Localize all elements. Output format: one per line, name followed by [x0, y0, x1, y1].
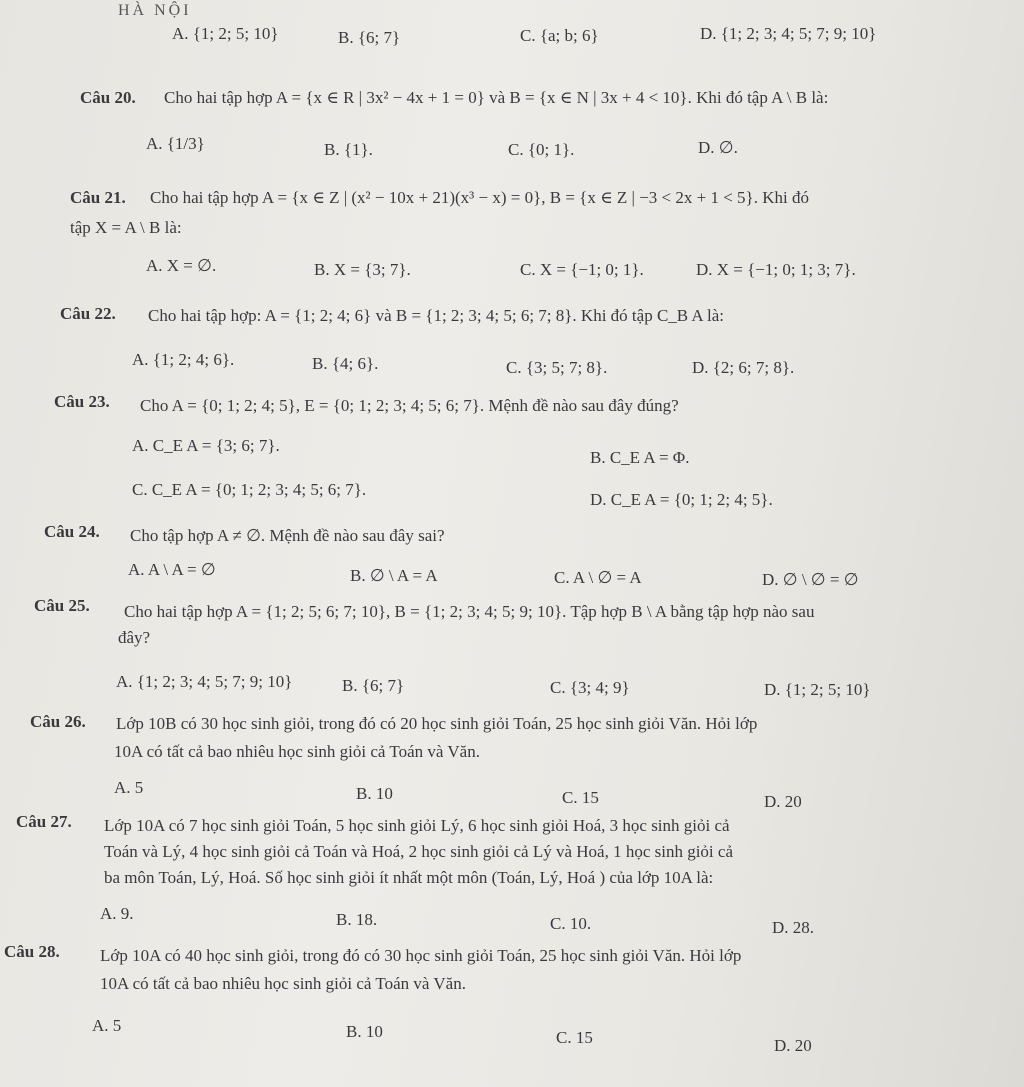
q24-option-c: C. A \ ∅ = A — [554, 568, 642, 587]
q22-text: Cho hai tập hợp: A = {1; 2; 4; 6} và B = {1; 2; 3; 4; 5; 6; 7; 8}. Khi đó tập C_B A là: — [148, 306, 725, 325]
q27-label: Câu 27. — [16, 812, 72, 831]
q23-option-c: C. C_E A = {0; 1; 2; 3; 4; 5; 6; 7}. — [132, 480, 367, 499]
q23-text: Cho A = {0; 1; 2; 4; 5}, E = {0; 1; 2; 3; 4; 5; 6; 7}. Mệnh đề nào sau đây đúng? — [140, 396, 679, 415]
q27-option-b: B. 18. — [336, 910, 378, 929]
q21-label: Câu 21. — [70, 188, 126, 207]
q27-text-cont2: ba môn Toán, Lý, Hoá. Số học sinh giỏi ít nhất một môn (Toán, Lý, Hoá ) của lớp 10A là: — [104, 868, 714, 887]
q19-option-a: A. {1; 2; 5; 10} — [172, 24, 279, 43]
q28-option-b: B. 10 — [346, 1022, 383, 1041]
q26-text: Lớp 10B có 30 học sinh giỏi, trong đó có 20 học sinh giỏi Toán, 25 học sinh giỏi Văn. Hỏi lớp — [116, 714, 758, 733]
q28-option-c: C. 15 — [556, 1028, 593, 1047]
q23-option-b: B. C_E A = Φ. — [590, 448, 690, 467]
q20-option-a: A. {1/3} — [146, 134, 205, 153]
q21-option-c: C. X = {−1; 0; 1}. — [520, 260, 644, 279]
q25-option-a: A. {1; 2; 3; 4; 5; 7; 9; 10} — [116, 672, 293, 691]
q25-label: Câu 25. — [34, 596, 90, 615]
q26-option-b: B. 10 — [356, 784, 393, 803]
q21-option-a: A. X = ∅. — [146, 256, 217, 275]
q22-label: Câu 22. — [60, 304, 116, 323]
q21-text-cont: tập X = A \ B là: — [70, 218, 182, 237]
q28-label: Câu 28. — [4, 942, 60, 961]
q20-option-c: C. {0; 1}. — [508, 140, 575, 159]
q25-option-d: D. {1; 2; 5; 10} — [764, 680, 871, 699]
q26-option-a: A. 5 — [114, 778, 144, 797]
q20-label: Câu 20. — [80, 88, 136, 107]
q19-option-d: D. {1; 2; 3; 4; 5; 7; 9; 10} — [700, 24, 877, 43]
q26-text-cont: 10A có tất cả bao nhiêu học sinh giỏi cả Toán và Văn. — [114, 742, 480, 761]
q22-option-c: C. {3; 5; 7; 8}. — [506, 358, 608, 377]
q27-option-a: A. 9. — [100, 904, 134, 923]
q21-option-b: B. X = {3; 7}. — [314, 260, 411, 279]
q28-text: Lớp 10A có 40 học sinh giỏi, trong đó có 30 học sinh giỏi Toán, 25 học sinh giỏi Văn. Hỏi lớp — [100, 946, 742, 965]
q26-option-d: D. 20 — [764, 792, 802, 811]
q25-text: Cho hai tập hợp A = {1; 2; 5; 6; 7; 10}, B = {1; 2; 3; 4; 5; 9; 10}. Tập hợp B \ A bằng tập hợp nào sau — [124, 602, 815, 621]
q22-option-d: D. {2; 6; 7; 8}. — [692, 358, 795, 377]
q24-label: Câu 24. — [44, 522, 100, 541]
q21-text: Cho hai tập hợp A = {x ∈ Z | (x² − 10x + 21)(x³ − x) = 0}, B = {x ∈ Z | −3 < 2x + 1 < 5}. Khi đó — [150, 188, 809, 207]
q26-label: Câu 26. — [30, 712, 86, 731]
q23-option-d: D. C_E A = {0; 1; 2; 4; 5}. — [590, 490, 773, 509]
q28-text-cont: 10A có tất cả bao nhiêu học sinh giỏi cả Toán và Văn. — [100, 974, 466, 993]
q20-text: Cho hai tập hợp A = {x ∈ R | 3x² − 4x + 1 = 0} và B = {x ∈ N | 3x + 4 < 10}. Khi đó tập A \ B là: — [164, 88, 829, 107]
q24-option-a: A. A \ A = ∅ — [128, 560, 216, 579]
q22-option-a: A. {1; 2; 4; 6}. — [132, 350, 235, 369]
q20-option-b: B. {1}. — [324, 140, 373, 159]
q25-text-cont: đây? — [118, 628, 151, 647]
q24-text: Cho tập hợp A ≠ ∅. Mệnh đề nào sau đây sai? — [130, 526, 445, 545]
q20-option-d: D. ∅. — [698, 138, 738, 157]
q19-option-b: B. {6; 7} — [338, 28, 401, 47]
q23-label: Câu 23. — [54, 392, 110, 411]
q27-option-c: C. 10. — [550, 914, 592, 933]
q22-option-b: B. {4; 6}. — [312, 354, 379, 373]
q27-text: Lớp 10A có 7 học sinh giỏi Toán, 5 học sinh giỏi Lý, 6 học sinh giỏi Hoá, 3 học sinh giỏi cả — [104, 816, 730, 835]
q25-option-b: B. {6; 7} — [342, 676, 405, 695]
q28-option-d: D. 20 — [774, 1036, 812, 1055]
q28-option-a: A. 5 — [92, 1016, 122, 1035]
q25-option-c: C. {3; 4; 9} — [550, 678, 630, 697]
q26-option-c: C. 15 — [562, 788, 599, 807]
q27-option-d: D. 28. — [772, 918, 815, 937]
q24-option-d: D. ∅ \ ∅ = ∅ — [762, 570, 859, 589]
q24-option-b: B. ∅ \ A = A — [350, 566, 438, 585]
page-header: HÀ NỘI — [118, 2, 192, 19]
q19-option-c: C. {a; b; 6} — [520, 26, 599, 45]
q27-text-cont: Toán và Lý, 4 học sinh giỏi cả Toán và Hoá, 2 học sinh giỏi cả Lý và Hoá, 1 học sinh giỏi cả — [104, 842, 733, 861]
q23-option-a: A. C_E A = {3; 6; 7}. — [132, 436, 280, 455]
q21-option-d: D. X = {−1; 0; 1; 3; 7}. — [696, 260, 856, 279]
